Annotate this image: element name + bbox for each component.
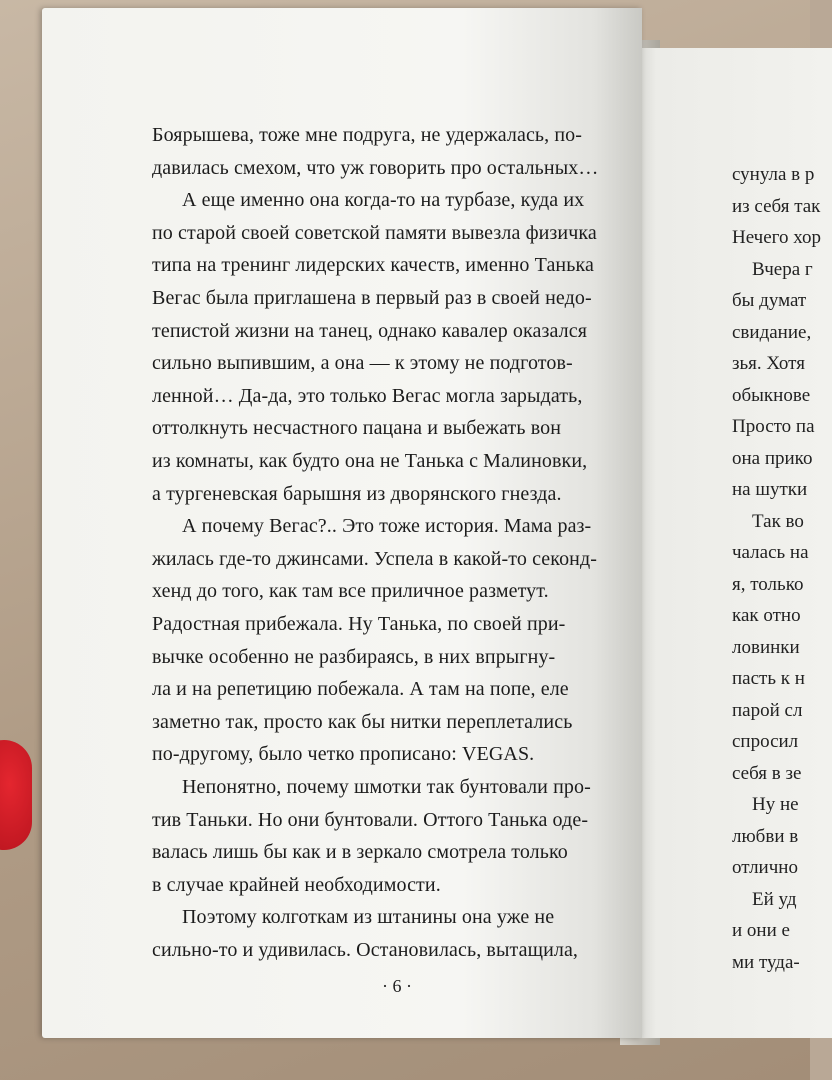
text-line: как отно [732, 605, 801, 626]
text-line: Ей уд [752, 888, 797, 910]
text-line: зья. Хотя [732, 353, 805, 374]
text-line: ми туда- [732, 951, 800, 973]
text-line: и они е [732, 920, 790, 941]
text-line: Вчера г [752, 258, 813, 280]
text-line: пасть к н [732, 668, 805, 689]
text-line: бы думат [732, 290, 807, 311]
text-line: Так во [752, 510, 804, 532]
text-line: себя в зе [732, 762, 802, 784]
text-line: из себя так [732, 195, 821, 217]
left-page [42, 8, 642, 1038]
text-line: ловинки [732, 636, 800, 658]
text-line: типа на тренинг лидерских качеств, именно Танька [152, 254, 594, 277]
text-line: я, только [732, 573, 804, 595]
text-line: Нечего хор [732, 227, 822, 248]
text-line: заметно так, просто как бы нитки переплетались [152, 710, 573, 733]
text-line: сильно-то и удивилась. Остановилась, вытащила, [152, 939, 579, 961]
text-line: обыкнове [732, 384, 811, 406]
text-line: по-другому, было четко прописано: VEGAS. [152, 743, 535, 766]
text-line: чалась на [732, 542, 809, 563]
text-line: Вегас была приглашена в первый раз в своей недо- [152, 287, 592, 309]
text-line: Радостная прибежала. Ну Танька, по своей при- [152, 613, 566, 635]
page-number: · 6 · [382, 976, 412, 996]
text-line: Поэтому колготкам из штанины она уже не [182, 906, 555, 929]
text-line: по старой своей советской памяти вывезла физичка [152, 221, 597, 244]
book-spread [20, 0, 822, 1060]
text-line: вычке особенно не разбираясь, в них впрыгну- [152, 645, 556, 668]
text-line: а тургеневская барышня из дворянского гнезда. [152, 482, 562, 505]
text-line: сунула в р [732, 164, 815, 185]
text-line: любви в [732, 825, 799, 847]
text-line: отлично [732, 857, 798, 878]
text-line: Непонятно, почему шмотки так бунтовали про- [182, 776, 591, 798]
text-line: Просто па [732, 416, 815, 437]
text-line: сильно выпившим, а она — к этому не подготов- [152, 352, 573, 375]
finger-with-red-nail [0, 740, 32, 850]
text-line: тив Таньки. Но они бунтовали. Оттого Танька оде- [152, 808, 589, 831]
text-line: давилась смехом, что уж говорить про остальных… [152, 156, 599, 179]
text-line: в случае крайней необходимости. [152, 873, 441, 896]
text-line: А еще именно она когда-то на турбазе, куда их [182, 189, 585, 212]
text-line: оттолкнуть несчастного пацана и выбежать вон [152, 417, 562, 440]
text-line: А почему Вегас?.. Это тоже история. Мама раз- [182, 515, 592, 538]
text-line: Боярышева, тоже мне подруга, не удержалась, по- [152, 124, 583, 146]
text-line: парой сл [732, 699, 803, 721]
text-line: тепистой жизни на танец, однако кавалер оказался [152, 319, 587, 342]
text-line: из комнаты, как будто она не Танька с Малиновки, [152, 450, 588, 472]
text-line: ла и на репетицию побежала. А там на попе, еле [152, 678, 569, 701]
text-line: спросил [732, 731, 799, 752]
text-line: свидание, [732, 321, 812, 343]
text-line: ленной… Да-да, это только Вегас могла зарыдать, [152, 384, 583, 407]
text-line: Ну не [752, 794, 799, 815]
right-page [632, 48, 832, 1038]
text-line: хенд до того, как там все приличное разметут. [152, 580, 549, 603]
text-line: она прико [732, 447, 813, 469]
text-line: жилась где-то джинсами. Успела в какой-то секонд- [152, 547, 598, 570]
text-line: валась лишь бы как и в зеркало смотрела только [152, 841, 568, 864]
text-line: на шутки [732, 479, 808, 500]
